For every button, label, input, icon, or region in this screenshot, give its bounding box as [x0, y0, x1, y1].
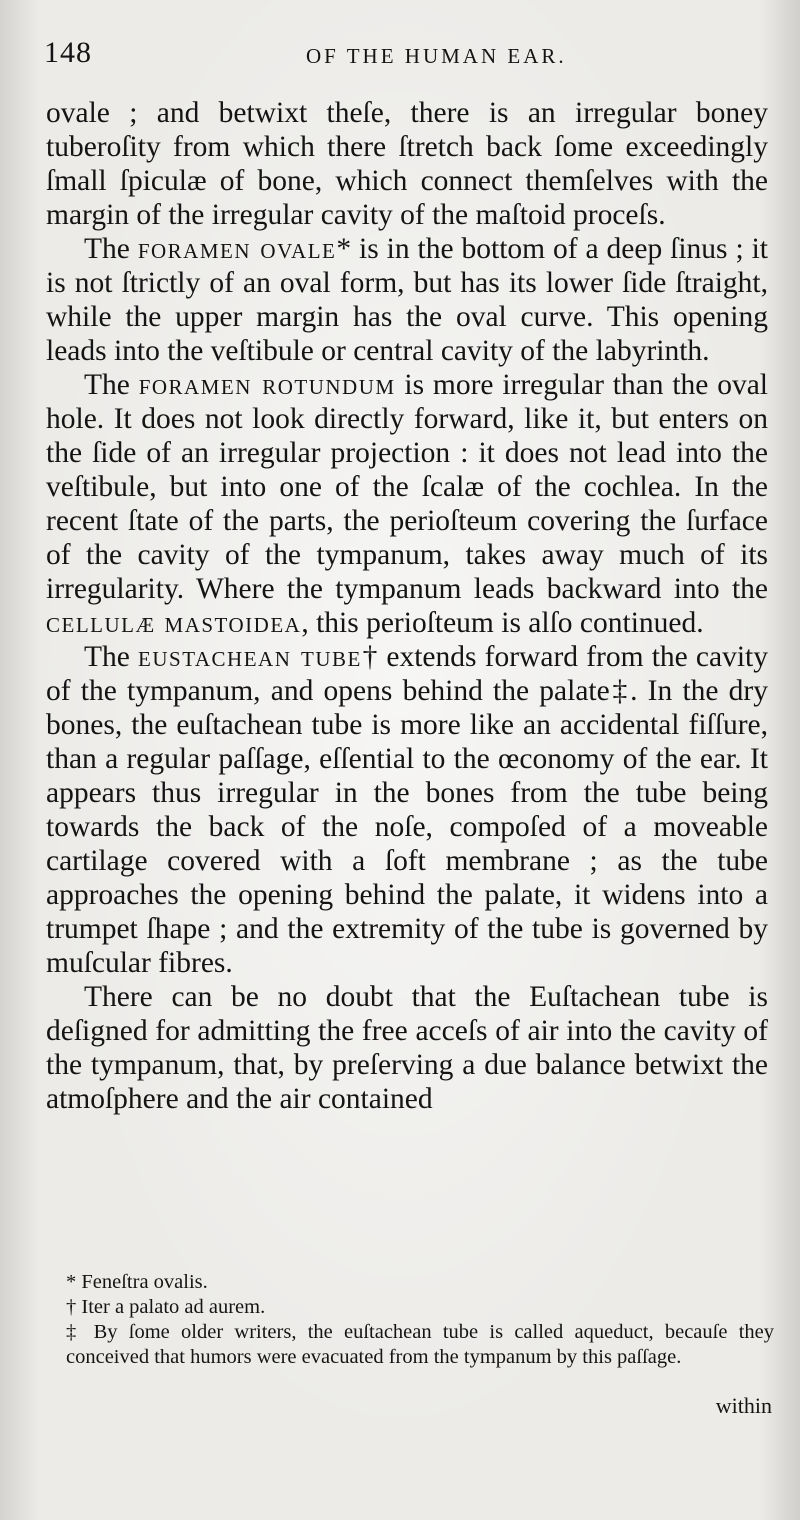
paragraph-text: is in the bottom of a deep ſinus ; it is not ſtrictly of an oval form, but has its lower ſide ſtraight, while the upper margin has the oval curve. This opening leads into the veſtibule or central cavity of the labyrinth.: [46, 233, 768, 367]
footnote-text: Feneſtra ovalis.: [81, 1271, 208, 1293]
paragraph-eustachean-tube: [46, 640, 768, 980]
footnote-double-dagger: [40, 1320, 774, 1370]
paragraph-lead: The: [84, 641, 130, 673]
body-text: [46, 96, 768, 1116]
paragraph-text-end: . In the dry bones, the euſtachean tube is more like an accidental fiſſure, than a regular paſſage, eſſential to the œconomy of the ear. It appears thus irregular in the bones from the tube being towards the back of the noſe, compoſed of a moveable cartilage covered with a ſoft membrane ; as the tube approaches the opening behind the palate, it widens into a trumpet ſhape ; and the extremity of the tube is governed by muſcular fibres.: [46, 675, 769, 979]
term-foramen-rotundum: foramen rotundum: [138, 369, 396, 401]
footnote-ref-double-dagger: ‡: [609, 675, 631, 707]
paragraph-continuation: ovale ; and betwixt theſe, there is an irregular boney tuberoſity from which there ſtretch back ſome exceedingly ſmall ſpiculæ of bone, which connect themſelves with the margin of the irregular cavity of the maſtoid proceſs.: [46, 97, 768, 231]
footnote-mark: †: [66, 1296, 77, 1318]
footnote-text: Iter a palato ad aurem.: [81, 1296, 266, 1318]
term-eustachean-tube: eustachean tube: [138, 641, 362, 673]
footnote-mark: *: [66, 1271, 77, 1293]
paragraph-text: is more irregular than the oval hole. It does not look directly forward, like it, but enters on the ſide of an irregular projection : it does not lead into the veſtibule, but into one of the ſcalæ of the cochlea. In the recent ſtate of the parts, the perioſteum covering the ſurface of the cavity of the tympanum, takes away much of its irregularity. Where the tympanum leads backward into the: [46, 369, 768, 605]
paragraph-lead: The: [84, 233, 130, 265]
term-cellulae-mastoidea: cellulæ mastoidea: [46, 607, 302, 639]
catchword: within: [715, 1393, 772, 1418]
footnote-dagger: [40, 1295, 774, 1320]
paragraph-foramen-rotundum: [46, 368, 768, 640]
footnotes: [40, 1270, 774, 1370]
paragraph-text: extends forward from the cavity of the tympanum, and opens behind the palate: [46, 641, 768, 707]
footnote-star: [40, 1270, 774, 1295]
paragraph-lead: The: [84, 369, 130, 401]
term-foramen-ovale: foramen ovale: [137, 233, 337, 265]
footnote-text: By ſome older writers, the euſtachean tube is called aqueduct, becauſe they conceived that humors were evacuated from the tympanum by this paſſage.: [66, 1321, 774, 1368]
page-number: 148: [44, 36, 92, 69]
paragraph-foramen-ovale: [46, 232, 768, 368]
running-title: OF THE HUMAN EAR.: [306, 44, 567, 68]
footnote-ref-dagger: †: [361, 641, 379, 673]
paragraph-eustachean-purpose: There can be no doubt that the Euſtachean tube is deſigned for admitting the free acceſs of air into the cavity of the tympanum, that, by preſerving a due balance betwixt the atmoſphere and the air contained: [46, 981, 768, 1115]
running-head: [44, 36, 770, 76]
paragraph-text-end: , this perioſteum is alſo continued.: [301, 607, 704, 639]
footnote-mark: ‡: [66, 1321, 83, 1343]
footnote-ref-star: *: [336, 233, 352, 265]
